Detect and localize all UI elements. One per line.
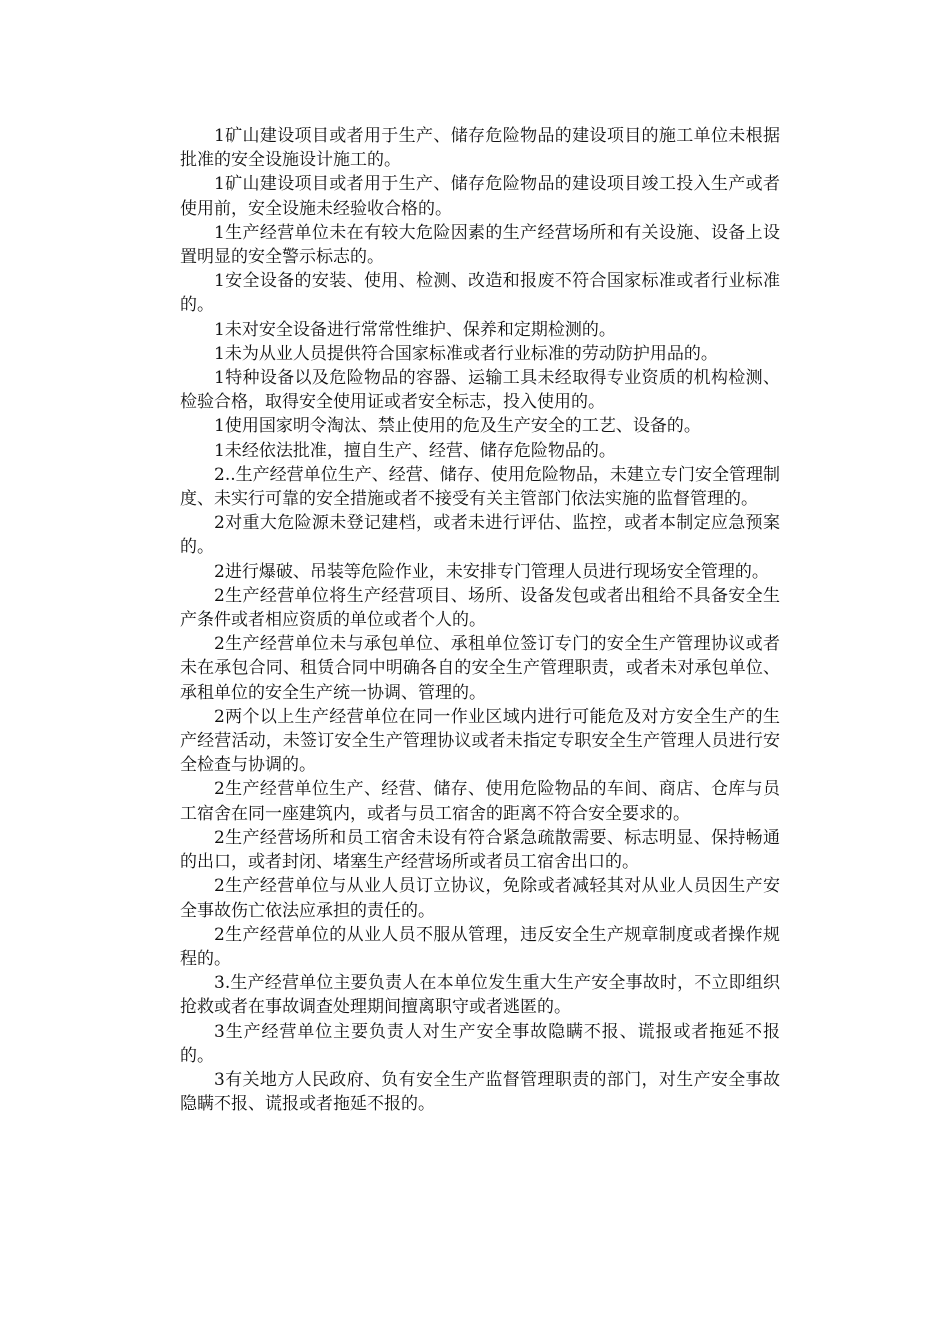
paragraph-12: 2进行爆破、吊装等危险作业，未安排专门管理人员进行现场安全管理的。 (214, 561, 769, 582)
paragraph-19: 2生产经营单位的从业人员不服从管理，违反安全生产规章制度或者操作规程的。 (180, 924, 780, 969)
paragraph-3: 1生产经营单位未在有较大危险因素的生产经营场所和有关设施、设备上设置明显的安全警示标志的。 (180, 222, 780, 268)
paragraph-14: 2生产经营单位未与承包单位、承租单位签订专门的安全生产管理协议或者未在承包合同、租赁合同中明确各自的安全生产管理职责，或者未对承包单位、承租单位的安全生产统一协调、管理的。 (180, 634, 780, 703)
paragraph-6: 1未为从业人员提供符合国家标准或者行业标准的劳动防护用品的。 (214, 343, 718, 364)
paragraph-17: 2生产经营场所和员工宿舍未设有符合紧急疏散需要、标志明显、保持畅通的出口，或者封闭、堵塞生产经营场所或者员工宿舍出口的。 (180, 827, 780, 873)
document-body (180, 124, 780, 1116)
paragraph-13: 2生产经营单位将生产经营项目、场所、设备发包或者出租给不具备安全生产条件或者相应资质的单位或者个人的。 (180, 585, 780, 631)
paragraph-9: 1未经依法批准，擅自生产、经营、储存危险物品的。 (214, 440, 616, 461)
paragraph-1: 1矿山建设项目或者用于生产、储存危险物品的建设项目的施工单位未根据批准的安全设施设计施工的。 (180, 126, 780, 171)
paragraph-2: 1矿山建设项目或者用于生产、储存危险物品的建设项目竣工投入生产或者使用前，安全设施未经验收合格的。 (180, 174, 780, 219)
paragraph-21: 3生产经营单位主要负责人对生产安全事故隐瞒不报、谎报或者拖延不报的。 (180, 1021, 780, 1066)
paragraph-5: 1未对安全设备进行常常性维护、保养和定期检测的。 (214, 319, 616, 340)
paragraph-18: 2生产经营单位与从业人员订立协议，免除或者减轻其对从业人员因生产安全事故伤亡依法应承担的责任的。 (180, 876, 780, 921)
paragraph-22: 3有关地方人民政府、负有安全生产监督管理职责的部门，对生产安全事故隐瞒不报、谎报或者拖延不报的。 (180, 1069, 780, 1115)
paragraph-7: 1特种设备以及危险物品的容器、运输工具未经取得专业资质的机构检测、检验合格，取得安全使用证或者安全标志，投入使用的。 (180, 368, 780, 413)
paragraph-20: 3.生产经营单位主要负责人在本单位发生重大生产安全事故时，不立即组织抢救或者在事故调查处理期间擅离职守或者逃匿的。 (180, 973, 780, 1018)
paragraph-8: 1使用国家明令淘汰、禁止使用的危及生产安全的工艺、设备的。 (214, 416, 701, 437)
paragraph-10: 2..生产经营单位生产、经营、储存、使用危险物品，未建立专门安全管理制度、未实行可靠的安全措施或者不接受有关主管部门依法实施的监督管理的。 (180, 464, 780, 510)
paragraph-15: 2两个以上生产经营单位在同一作业区域内进行可能危及对方安全生产的生产经营活动，未签订安全生产管理协议或者未指定专职安全生产管理人员进行安全检查与协调的。 (180, 706, 780, 776)
paragraph-11: 2对重大危险源未登记建档，或者未进行评估、监控，或者本制定应急预案的。 (180, 513, 780, 558)
paragraph-4: 1安全设备的安装、使用、检测、改造和报废不符合国家标准或者行业标准的。 (180, 271, 780, 316)
paragraph-16: 2生产经营单位生产、经营、储存、使用危险物品的车间、商店、仓库与员工宿舍在同一座建筑内，或者与员工宿舍的距离不符合安全要求的。 (180, 779, 780, 824)
